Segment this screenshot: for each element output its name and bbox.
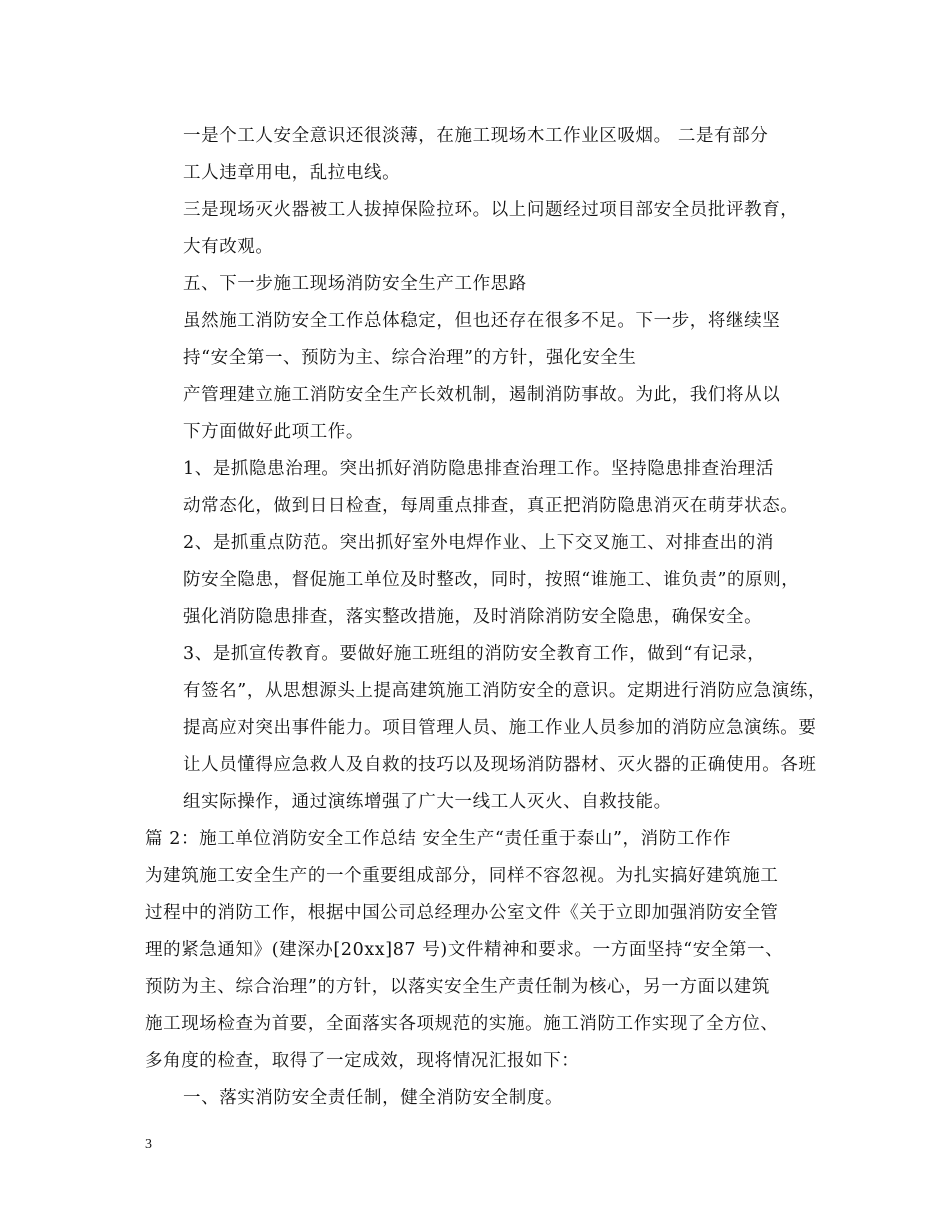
paragraph-line: 理的紧急通知》(建深办[20xx]87 号)文件精神和要求。一方面坚持“安全第一、 [145, 940, 784, 960]
paragraph [145, 118, 815, 192]
paragraph [145, 303, 815, 377]
paragraph-line: 为建筑施工安全生产的一个重要组成部分，同样不容忽视。为扎实搞好建筑施工 [145, 866, 779, 886]
paragraph-line: 产管理建立施工消防安全生产长效机制，遏制消防事故。为此，我们将从以 [183, 385, 781, 405]
paragraph [145, 451, 815, 525]
paragraph-line: 防安全隐患，督促施工单位及时整改，同时，按照“谁施工、谁负责”的原则， [183, 570, 800, 590]
paragraph-line: 施工现场检查为首要，全面落实各项规范的实施。施工消防工作实现了全方位、 [145, 1014, 779, 1034]
page-number: 3 [145, 1137, 152, 1152]
paragraph [145, 266, 815, 303]
paragraph [145, 192, 815, 266]
paragraph [145, 821, 815, 1080]
paragraph-line: 大有改观。 [183, 237, 274, 257]
paragraph-line: 过程中的消防工作，根据中国公司总经理办公室文件《关于立即加强消防安全管 [145, 903, 779, 923]
paragraph [145, 636, 827, 821]
paragraph-line: 让人员懂得应急救人及自救的技巧以及现场消防器材、灭火器的正确使用。各班 [183, 755, 817, 775]
paragraph-line: 提高应对突出事件能力。项目管理人员、施工作业人员参加的消防应急演练。要 [183, 718, 817, 738]
paragraph-line: 持“安全第一、预防为主、综合治理”的方针，强化安全生 [183, 348, 637, 368]
paragraph-line: 下方面做好此项工作。 [183, 422, 364, 442]
paragraph [145, 525, 815, 636]
paragraph-line: 多角度的检查，取得了一定成效，现将情况汇报如下： [145, 1051, 580, 1071]
paragraph-line: 动常态化，做到日日检查，每周重点排查，真正把消防隐患消灭在萌芽状态。 [183, 496, 799, 516]
paragraph-line: 工人违章用电，乱拉电线。 [183, 163, 401, 183]
document-body [145, 118, 827, 1117]
paragraph-line: 有签名”，从思想源头上提高建筑施工消防安全的意识。定期进行消防应急演练， [183, 681, 827, 701]
paragraph-line: 篇 2：施工单位消防安全工作总结 安全生产“责任重于泰山”，消防工作作 [145, 829, 732, 849]
paragraph-line: 虽然施工消防安全工作总体稳定，但也还存在很多不足。下一步，将继续坚 [183, 311, 781, 331]
paragraph-line: 五、下一步施工现场消防安全生产工作思路 [183, 274, 527, 294]
paragraph-line: 强化消防隐患排查，落实整改措施，及时消除消防安全隐患，确保安全。 [183, 607, 763, 627]
paragraph-line: 一是个工人安全意识还很淡薄，在施工现场木工作业区吸烟。 二是有部分 [183, 126, 769, 146]
paragraph-line: 1、是抓隐患治理。突出抓好消防隐患排查治理工作。坚持隐患排查治理活 [183, 459, 774, 479]
paragraph-line: 组实际操作，通过演练增强了广大一线工人灭火、自救技能。 [183, 792, 672, 812]
paragraph-line: 三是现场灭火器被工人拔掉保险拉环。以上问题经过项目部安全员批评教育， [183, 200, 799, 220]
paragraph [145, 377, 815, 451]
paragraph-line: 一、落实消防安全责任制，健全消防安全制度。 [183, 1088, 564, 1108]
paragraph-line: 预防为主、综合治理”的方针，以落实安全生产责任制为核心，另一方面以建筑 [145, 977, 770, 997]
paragraph-line: 2、是抓重点防范。突出抓好室外电焊作业、上下交叉施工、对排查出的消 [183, 533, 774, 553]
paragraph-line: 3、是抓宣传教育。要做好施工班组的消防安全教育工作，做到“有记录， [183, 644, 766, 664]
paragraph [145, 1080, 815, 1117]
